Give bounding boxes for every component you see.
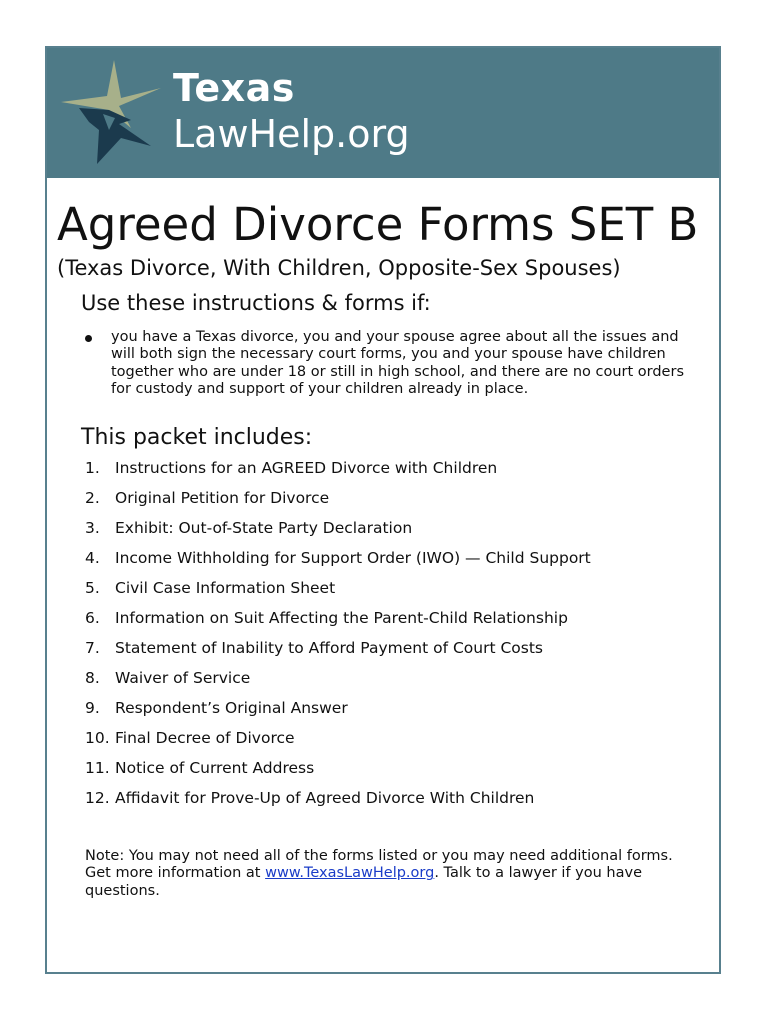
list-item	[85, 458, 591, 488]
list-item	[85, 548, 591, 578]
list-item	[85, 728, 591, 758]
list-item	[85, 578, 591, 608]
item-label: Waiver of Service	[115, 669, 251, 687]
header-banner	[47, 48, 719, 178]
list-item	[85, 638, 591, 668]
item-number: 2.	[85, 489, 100, 507]
list-item	[85, 758, 591, 788]
eligibility-bullet	[85, 329, 693, 398]
item-number: 12.	[85, 789, 110, 807]
list-item	[85, 608, 591, 638]
texaslawhelp-link[interactable]: www.TexasLawHelp.org	[265, 865, 435, 882]
item-label: Income Withholding for Support Order (IWO) — Child Support	[115, 549, 591, 567]
item-number: 11.	[85, 759, 110, 777]
item-label: Respondent’s Original Answer	[115, 699, 348, 717]
logo-texas-text: Texas	[173, 66, 295, 110]
item-label: Exhibit: Out-of-State Party Declaration	[115, 519, 413, 537]
list-item	[85, 788, 591, 818]
list-item	[85, 488, 591, 518]
item-label: Affidavit for Prove-Up of Agreed Divorce With Children	[115, 789, 535, 807]
item-number: 5.	[85, 579, 100, 597]
item-label: Information on Suit Affecting the Parent-Child Relationship	[115, 609, 568, 627]
item-number: 10.	[85, 729, 110, 747]
bullet-dot-icon	[85, 335, 92, 342]
item-label: Notice of Current Address	[115, 759, 315, 777]
item-number: 4.	[85, 549, 100, 567]
item-label: Statement of Inability to Afford Payment of Court Costs	[115, 639, 543, 657]
item-number: 9.	[85, 699, 100, 717]
list-item	[85, 668, 591, 698]
star-figure-logo-icon	[59, 58, 169, 168]
item-label: Original Petition for Divorce	[115, 489, 330, 507]
packet-heading: This packet includes:	[81, 425, 313, 450]
item-number: 7.	[85, 639, 100, 657]
item-label: Civil Case Information Sheet	[115, 579, 336, 597]
item-number: 1.	[85, 459, 100, 477]
page-subtitle: (Texas Divorce, With Children, Opposite-Sex Spouses)	[57, 256, 621, 280]
item-label: Final Decree of Divorce	[115, 729, 295, 747]
item-number: 6.	[85, 609, 100, 627]
note-text-after: . Talk to a lawyer if you have questions.	[85, 865, 643, 899]
item-number: 8.	[85, 669, 100, 687]
page-title: Agreed Divorce Forms SET B	[57, 198, 699, 251]
note-paragraph	[85, 848, 695, 900]
logo-site-text: LawHelp.org	[173, 112, 410, 156]
list-item	[85, 518, 591, 548]
forms-list	[85, 458, 591, 818]
use-heading: Use these instructions & forms if:	[81, 291, 431, 315]
note-text-before: Note: You may not need all of the forms listed or you may need additional forms. Get more information at	[85, 848, 673, 882]
item-label: Instructions for an AGREED Divorce with Children	[115, 459, 498, 477]
list-item	[85, 698, 591, 728]
item-number: 3.	[85, 519, 100, 537]
document-frame	[45, 46, 721, 974]
eligibility-text: you have a Texas divorce, you and your spouse agree about all the issues and will both sign the necessary court forms, you and your spouse have children together who are under 18 or still in high school, and there are no court orders for custody and support of your children already in place.	[111, 329, 684, 397]
